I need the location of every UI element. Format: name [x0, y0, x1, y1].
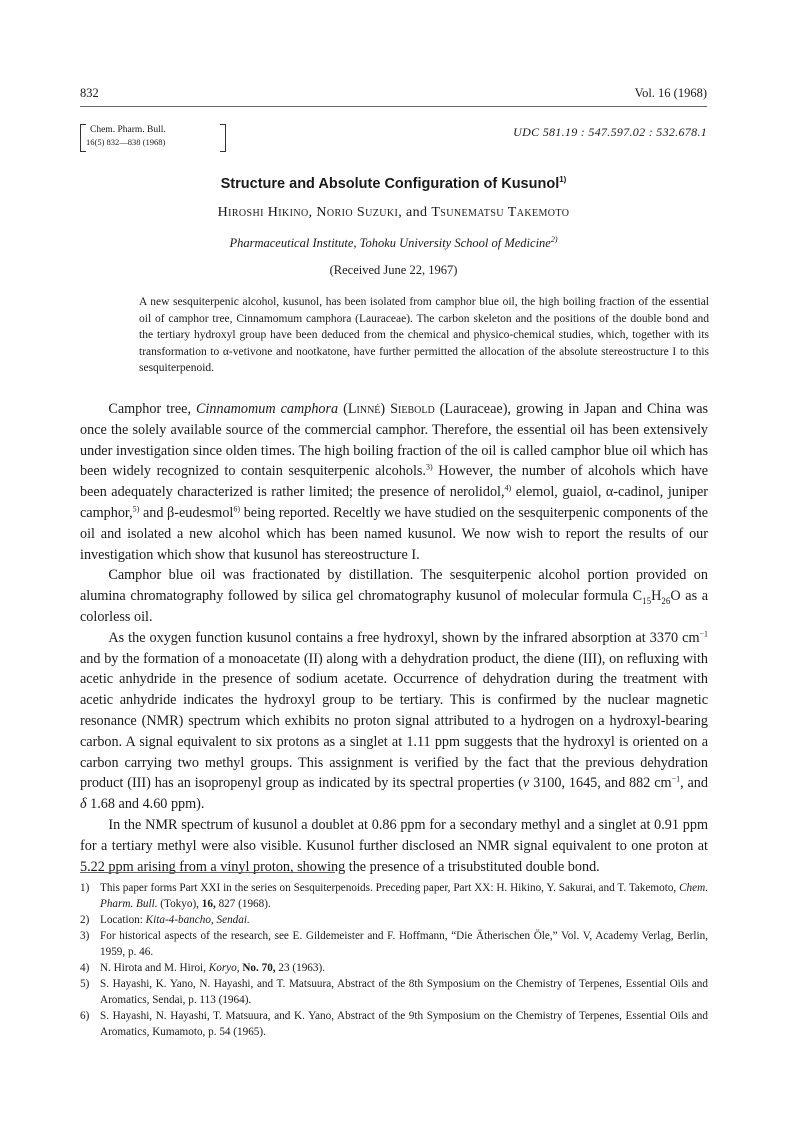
footnote-2-text: Location: [100, 914, 143, 926]
affiliation-text: Pharmaceutical Institute, Tohoku University School of Medicine [229, 236, 551, 250]
journal-name: Chem. Pharm. Bull. [90, 125, 166, 135]
footnote-2 [80, 912, 708, 928]
footnote-4-text-c: 23 (1963). [278, 962, 325, 974]
footnote-number: 4) [80, 962, 90, 974]
formula-sub-h: 26 [661, 596, 671, 606]
affiliation [80, 236, 707, 251]
author-2-family: Suzuki [356, 205, 399, 220]
footnote-5-text: S. Hayashi, K. Yano, N. Hayashi, and T. Matsuura, Abstract of the 8th Symposium on the Chemistry of Terpenes, Essential Oils and Aromatics, Sendai, p. 113 (1964). [100, 978, 708, 1006]
footnote-ref-4: 4) [504, 483, 512, 493]
author-3-given: Tsunematsu [431, 205, 504, 220]
p1-linne: (Linné) [343, 401, 386, 417]
footnote-number: 2) [80, 914, 90, 926]
footnotes [80, 880, 708, 1040]
header-rule [80, 106, 707, 107]
footnote-2-location: Kita-4-bancho, Sendai. [145, 914, 250, 926]
author-1-family: Hikino [267, 205, 309, 220]
footnote-number: 6) [80, 1010, 90, 1022]
abstract [139, 294, 709, 377]
footnote-ref-3: 3) [425, 462, 433, 472]
footnote-1-text-b: (Tokyo), [160, 898, 199, 910]
footnote-1-text-a: This paper forms Part XXI in the series on Sesquiterpenoids. Preceding paper, Part XX: H. Hikino, Y. Sakurai, and T. Takemoto, [100, 882, 677, 894]
formula-h: H [651, 588, 662, 605]
received-date: (Received June 22, 1967) [329, 263, 458, 277]
p1-text-4: elemol, guaiol, α-cadinol, juniper camphor, [80, 484, 709, 521]
footnote-number: 5) [80, 978, 90, 990]
footnote-number: 3) [80, 930, 90, 942]
paragraph-3 [80, 628, 708, 815]
running-header [80, 86, 707, 102]
author-3-family: Takemoto [507, 205, 570, 220]
paragraph-4: In the NMR spectrum of kusunol a doublet at 0.86 ppm for a secondary methyl and a singlet at 0.91 ppm for a tertiary methyl were also visible. Kusunol further disclosed an NMR signal equivalent to one proton at 5.22 ppm arising from a vinyl proton, showing the presence of a trisubstituted double bond. [80, 816, 708, 875]
paragraph-1 [80, 399, 708, 565]
p2-text-2: O as a colorless oil. [80, 588, 708, 625]
p1-siebold: Siebold [390, 401, 435, 417]
footnote-5 [80, 976, 708, 1008]
footnote-1 [80, 880, 708, 912]
p1-text-6: being reported. Receltly we have studied on the sesquiterpenic components of the oil and isolated a new alcohol which has been named kusunol. We now wish to report the results of our investigation which show that kusunol has stereostructure I. [80, 504, 709, 563]
footnote-4-text-a: N. Hirota and M. Hiroi, [100, 962, 206, 974]
author-list: Hiroshi Hikino, Norio Suzuki, and Tsunematsu Takemoto [217, 205, 570, 220]
p3-sup-1: −1 [699, 629, 708, 639]
p3-text-2: and by the formation of a monoacetate (II) along with a dehydration product, the diene (III), on refluxing with acetic anhydride in the presence of sodium acetate. Occurrence of dehydration during the treatment with acetic anhydride indicates the hydroxyl group to be tertiary. This is confirmed by the nuclear magnetic resonance (NMR) spectrum which exhibits no proton signal attributed to a hydrogen on a hydroxyl-bearing carbon. A signal equivalent to six protons as a singlet at 1.11 ppm suggests that the hydroxyl is oriented on a carbon carrying two methyl groups. This assignment is verified by the fact that the previous dehydration product (III) has an isopropenyl group as indicated by its spectral properties ( [80, 650, 708, 792]
p1-species: Cinnamomum camphora [196, 401, 339, 417]
p3-nu: ν [522, 775, 530, 792]
footnote-4-volume: No. 70, [242, 962, 276, 974]
p2-text-1: Camphor blue oil was fractionated by distillation. The sesquiterpenic alcohol portion provided on alumina chromatography followed by silica gel chromatography kusunol of molecular formula C [80, 567, 708, 605]
paragraph-2 [80, 565, 708, 627]
abstract-text: A new sesquiterpenic alcohol, kusunol, has been isolated from camphor blue oil, the high boiling fraction of the essential oil of camphor tree, Cinnamomum camphora (Lauraceae). The carbon skeleton and the positions of the double bond and the tertiary hydroxyl group have been deduced from the chemical and physico-chemical studies, which, together with its transformation to α-vetivone and nootkatone, have further permitted the allocation of the absolute stereostructure I to this sesquiterpenoid. [139, 296, 709, 374]
footnote-3 [80, 928, 708, 960]
p3-text-1: As the oxygen function kusunol contains a free hydroxyl, shown by the infrared absorption at 3370 cm [108, 629, 700, 646]
footnote-3-text: For historical aspects of the research, see E. Gildemeister and F. Hoffmann, “Die Ätherischen Öle,” Vol. V, Academy Verlag, Berlin, 1959, p. 46. [100, 930, 708, 958]
footnote-4 [80, 960, 708, 976]
p3-text-4: , and [680, 775, 708, 792]
p3-text-3: 3100, 1645, and 882 cm [533, 775, 672, 792]
body-text [80, 399, 708, 877]
p3-text-5: 1.68 and 4.60 ppm). [90, 796, 205, 813]
right-bracket [220, 124, 226, 152]
author-1-given: Hiroshi [217, 205, 264, 220]
p3-delta: δ [80, 796, 87, 813]
p1-text-2: (Lauraceae), growing in Japan and China was once the solely available source of the commercial camphor. Therefore, the essential oil has been extensively under investigation since olden times. The high boiling fraction of the oil is called camphor blue oil which has been widely recognized to contain sesquiterpenic alcohols. [80, 401, 709, 480]
journal-issue: 16(5) 832—838 (1968) [86, 137, 166, 147]
footnote-number: 1) [80, 882, 90, 894]
footnote-1-volume: 16, [201, 898, 216, 910]
footnote-ref-5: 5) [132, 504, 140, 514]
title-text: Structure and Absolute Configuration of Kusunol [220, 176, 560, 192]
author-conjunction: and [406, 205, 428, 220]
affiliation-footnote-ref: 2) [550, 234, 558, 244]
p3-sup-2: −1 [671, 774, 681, 784]
footnote-rule [80, 872, 335, 873]
footnote-4-journal: Koryo, [208, 962, 240, 974]
udc-code: UDC 581.19 : 547.597.02 : 532.678.1 [513, 125, 707, 139]
p1-text-3: However, the number of alcohols which have been adequately characterized is rather limited; the presence of nerolidol, [80, 463, 708, 501]
footnote-1-text-c: 827 (1968). [218, 898, 271, 910]
article-title [80, 176, 707, 192]
volume-label: Vol. 16 (1968) [634, 86, 707, 100]
footnote-6-text: S. Hayashi, N. Hayashi, T. Matsuura, and K. Yano, Abstract of the 9th Symposium on the Chemistry of Terpenes, Essential Oils and Aromatics, Kumamoto, p. 54 (1965). [100, 1010, 708, 1038]
footnote-1-journal: Chem. Pharm. Bull. [100, 882, 708, 910]
footnote-6 [80, 1008, 708, 1040]
author-2-given: Norio [316, 205, 353, 220]
title-footnote-ref: 1) [559, 175, 567, 185]
formula-sub-c: 15 [642, 596, 652, 606]
page-number: 832 [80, 86, 99, 100]
footnote-ref-6: 6) [233, 504, 241, 514]
journal-citation-box [80, 123, 230, 153]
p1-text-5: and β-eudesmol [142, 504, 234, 521]
p1-text-1: Camphor tree, [108, 401, 191, 417]
